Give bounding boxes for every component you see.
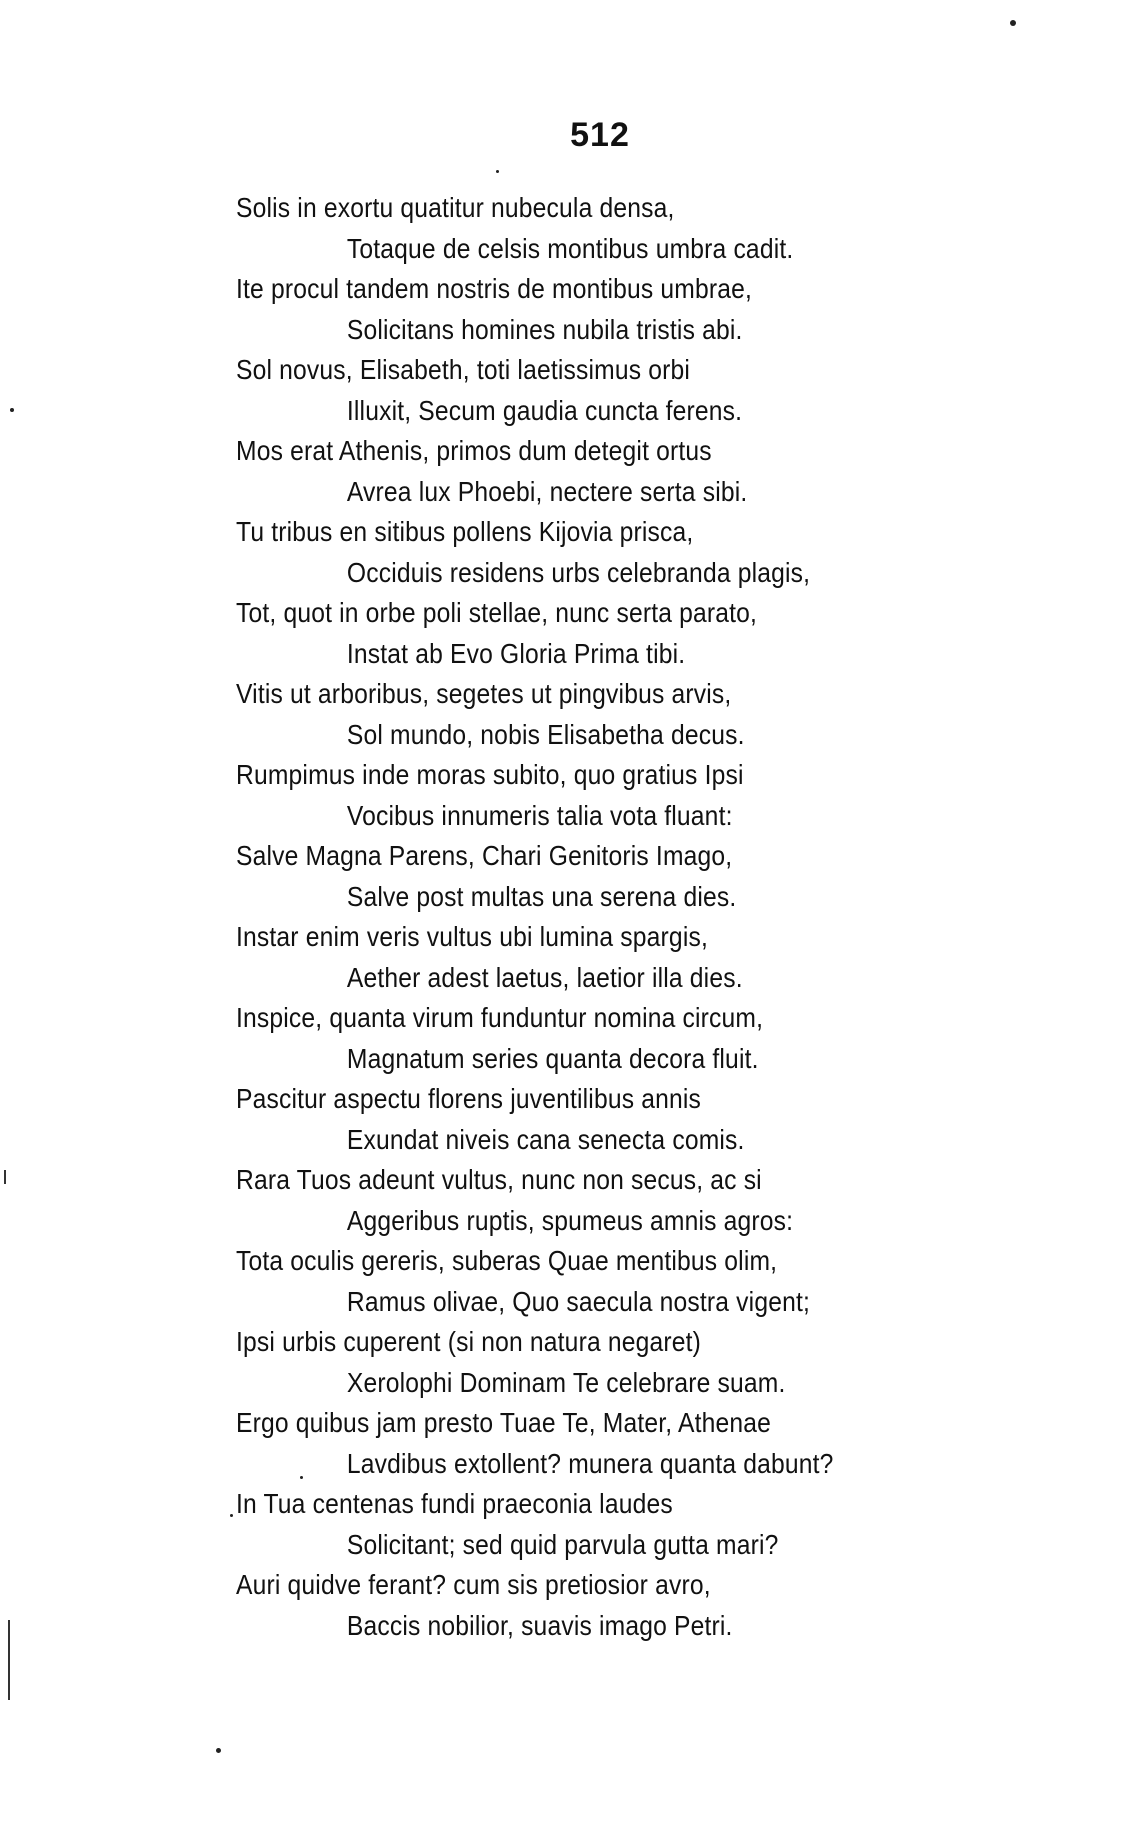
poem-line: Tu tribus en sitibus pollens Kijovia prisca, bbox=[236, 516, 694, 547]
poem-line: Aether adest laetus, laetior illa dies. bbox=[346, 961, 743, 993]
poem-line: Solicitans homines nubila tristis abi. bbox=[346, 313, 743, 345]
poem-line: Auri quidve ferant? cum sis pretiosior avro, bbox=[236, 1569, 711, 1600]
scan-speck bbox=[1010, 20, 1016, 26]
poem-line: Inspice, quanta virum funduntur nomina circum, bbox=[236, 1002, 764, 1033]
poem-line: Sol novus, Elisabeth, toti laetissimus orbi bbox=[236, 354, 691, 385]
poem-line: Baccis nobilior, suavis imago Petri. bbox=[346, 1609, 733, 1641]
poem-line: In Tua centenas fundi praeconia laudes bbox=[236, 1488, 673, 1519]
scan-edge-mark bbox=[4, 1170, 6, 1184]
poem-line: Rumpimus inde moras subito, quo gratius Ipsi bbox=[236, 759, 744, 790]
poem-line: Ite procul tandem nostris de montibus umbrae, bbox=[236, 273, 753, 304]
poem-body bbox=[236, 188, 1056, 1646]
poem-line: Mos erat Athenis, primos dum detegit ortus bbox=[236, 435, 712, 466]
scan-speck bbox=[10, 408, 14, 412]
poem-line: Salve Magna Parens, Chari Genitoris Imago, bbox=[236, 840, 733, 871]
poem-line: Salve post multas una serena dies. bbox=[346, 880, 737, 912]
poem-line: Tota oculis gereris, suberas Quae mentibus olim, bbox=[236, 1245, 778, 1276]
poem-line: Instar enim veris vultus ubi lumina spargis, bbox=[236, 921, 708, 952]
poem-line: Avrea lux Phoebi, nectere serta sibi. bbox=[346, 475, 748, 507]
poem-line: Totaque de celsis montibus umbra cadit. bbox=[346, 232, 794, 264]
poem-line: Rara Tuos adeunt vultus, nunc non secus, ac si bbox=[236, 1164, 762, 1195]
poem-line: Aggeribus ruptis, spumeus amnis agros: bbox=[346, 1204, 794, 1236]
scan-edge-mark bbox=[8, 1620, 10, 1700]
poem-line: Pascitur aspectu florens juventilibus annis bbox=[236, 1083, 702, 1114]
poem-line: Tot, quot in orbe poli stellae, nunc serta parato, bbox=[236, 597, 758, 628]
poem-line: Magnatum series quanta decora fluit. bbox=[346, 1042, 759, 1074]
poem-line: Vitis ut arboribus, segetes ut pingvibus arvis, bbox=[236, 678, 732, 709]
scan-speck bbox=[496, 170, 499, 173]
poem-line: Sol mundo, nobis Elisabetha decus. bbox=[346, 718, 745, 750]
page-number: 512 bbox=[570, 116, 630, 154]
scan-speck bbox=[230, 1514, 233, 1517]
poem-line: Xerolophi Dominam Te celebrare suam. bbox=[346, 1366, 786, 1398]
poem-line: Solis in exortu quatitur nubecula densa, bbox=[236, 192, 675, 223]
poem-line: Lavdibus extollent? munera quanta dabunt? bbox=[346, 1447, 834, 1479]
poem-line: Ramus olivae, Quo saecula nostra vigent; bbox=[346, 1285, 811, 1317]
poem-line: Vocibus innumeris talia vota fluant: bbox=[346, 799, 733, 831]
poem-line: Illuxit, Secum gaudia cuncta ferens. bbox=[346, 394, 743, 426]
poem-line: Ergo quibus jam presto Tuae Te, Mater, Athenae bbox=[236, 1407, 771, 1438]
scan-speck bbox=[216, 1748, 221, 1753]
poem-line: Solicitant; sed quid parvula gutta mari? bbox=[346, 1528, 779, 1560]
scan-speck bbox=[300, 1476, 303, 1479]
poem-line: Exundat niveis cana senecta comis. bbox=[346, 1123, 745, 1155]
poem-line: Occiduis residens urbs celebranda plagis, bbox=[346, 556, 811, 588]
poem-line: Ipsi urbis cuperent (si non natura negaret) bbox=[236, 1326, 702, 1357]
poem-line: Instat ab Evo Gloria Prima tibi. bbox=[346, 637, 686, 669]
